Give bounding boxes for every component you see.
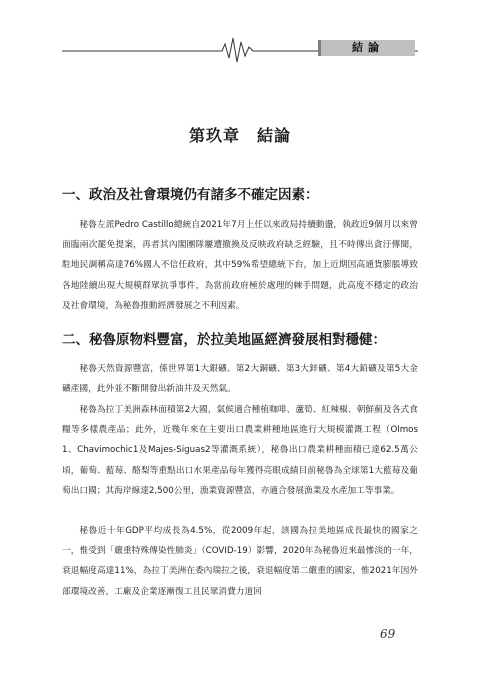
paragraph-2-3: 秘魯近十年GDP平均成長為4.5%，從2009年起，該國為拉美地區成長最快的國家之一，惟受到「嚴重特殊傳染性肺炎」（COVID-19）影響，2020年為秘魯近來最慘淡的一年，衰退幅度高達11%，為拉丁美洲在委內瑞拉之後，衰退幅度第二嚴重的國家，惟2021年因外部環境改善，工廠及企業逐漸復工且民眾消費力道回 (62, 526, 418, 597)
section-heading-2: 二、秘魯原物料豐富，於拉美地區經濟發展相對穩健： (62, 332, 386, 348)
section-heading-1: 一、政治及社會環境仍有諸多不確定因素： (62, 187, 319, 203)
running-header (0, 0, 480, 70)
page-number: 69 (380, 627, 396, 641)
paragraph-2-2: 秘魯為拉丁美洲森林面積第2大國，氣候適合種植咖啡、蘆筍、紅辣椒、朝鮮薊及各式食糧等多樣農產品；此外，近幾年來在主要出口農業耕種地區進行大規模灌溉工程（Olmos 1、Chavimochic1及Majes-Siguas2等灌溉系統），秘魯出口農業耕種面積已達62.5萬公頃，葡萄、藍莓、酪梨等重點出口水果產品每年獲得亮眼成績目前秘魯為全球第1大藍莓及葡萄出口國；其海岸線達2,500公里，漁業資源豐富，亦適合發展漁業及水產加工等事業。 (62, 405, 418, 496)
heartbeat-line-icon (0, 0, 480, 70)
paragraph-1-1: 秘魯左派Pedro Castillo總統自2021年7月上任以來政局持續動盪，執政近9個月以來曾面臨兩次罷免提案，再者其內閣團隊屢遭撤換及反映政府缺乏經驗，且不時傳出貪汙傳聞，駐地民調稱高達76%國人不信任政府，其中59%希望總統下台，加上近期因高通貨膨脹導致各地陸續出現大規模群眾抗爭事件，為當前政府極於處理的棘手問題，此高度不穩定的政治及社會環境，為秘魯推動經濟發展之不利因素。 (62, 220, 418, 311)
chapter-title: 第玖章 結論 (188, 126, 291, 145)
section-label: 結論 (318, 40, 415, 56)
paragraph-2-1: 秘魯天然資源豐富，係世界第1大銀礦、第2大銅礦、第3大鋅礦、第4大鉛礦及第5大金礦產國，此外並不斷開發出新油井及天然氣。 (62, 364, 418, 395)
